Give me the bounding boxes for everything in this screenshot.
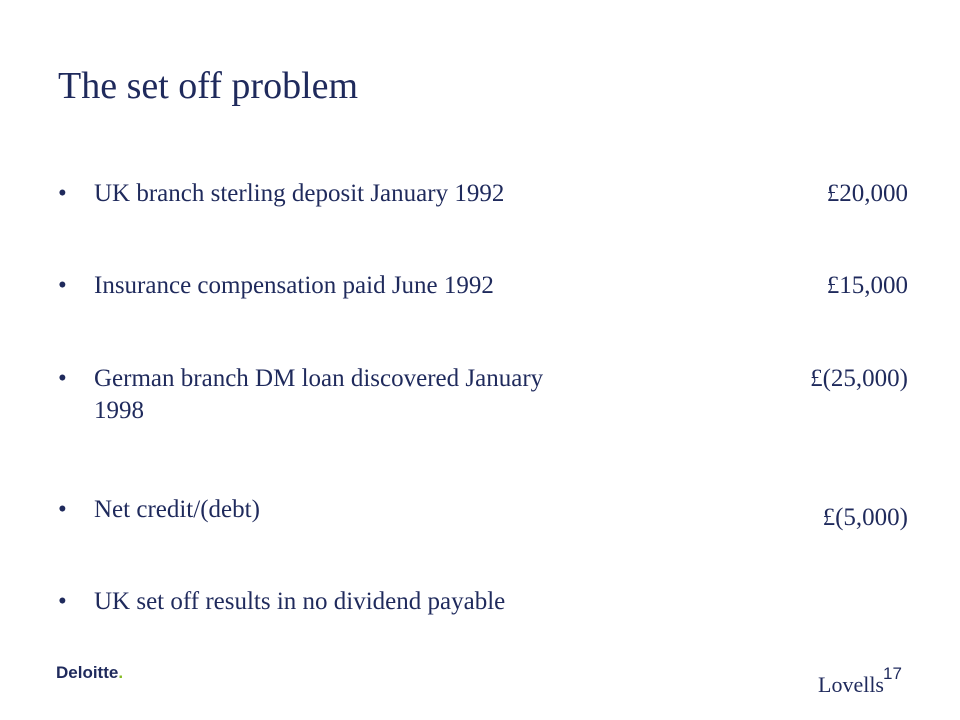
deloitte-logo-text: Deloitte (56, 663, 119, 682)
lovells-logo: Lovells (818, 672, 884, 697)
item-amount: £15,000 (826, 272, 908, 299)
item-text: UK set off results in no dividend payable (94, 588, 506, 615)
bullet-icon: • (58, 272, 67, 299)
deloitte-logo (56, 662, 123, 684)
bullet-icon: • (58, 180, 67, 207)
item-text: Net credit/(debt) (94, 496, 260, 523)
item-amount: £20,000 (826, 180, 908, 207)
item-amount: £(5,000) (822, 504, 908, 531)
slide-title: The set off problem (58, 65, 359, 107)
bullet-icon: • (58, 496, 67, 523)
bullet-icon: • (58, 588, 67, 615)
page-number: 17 (883, 664, 902, 683)
deloitte-logo-dot: . (118, 663, 124, 682)
item-text: Insurance compensation paid June 1992 (94, 272, 494, 299)
item-text: German branch DM loan discovered January 1998 (94, 365, 544, 424)
bullet-icon: • (58, 365, 67, 392)
item-text: UK branch sterling deposit January 1992 (94, 180, 505, 207)
item-amount: £(25,000) (810, 365, 908, 392)
